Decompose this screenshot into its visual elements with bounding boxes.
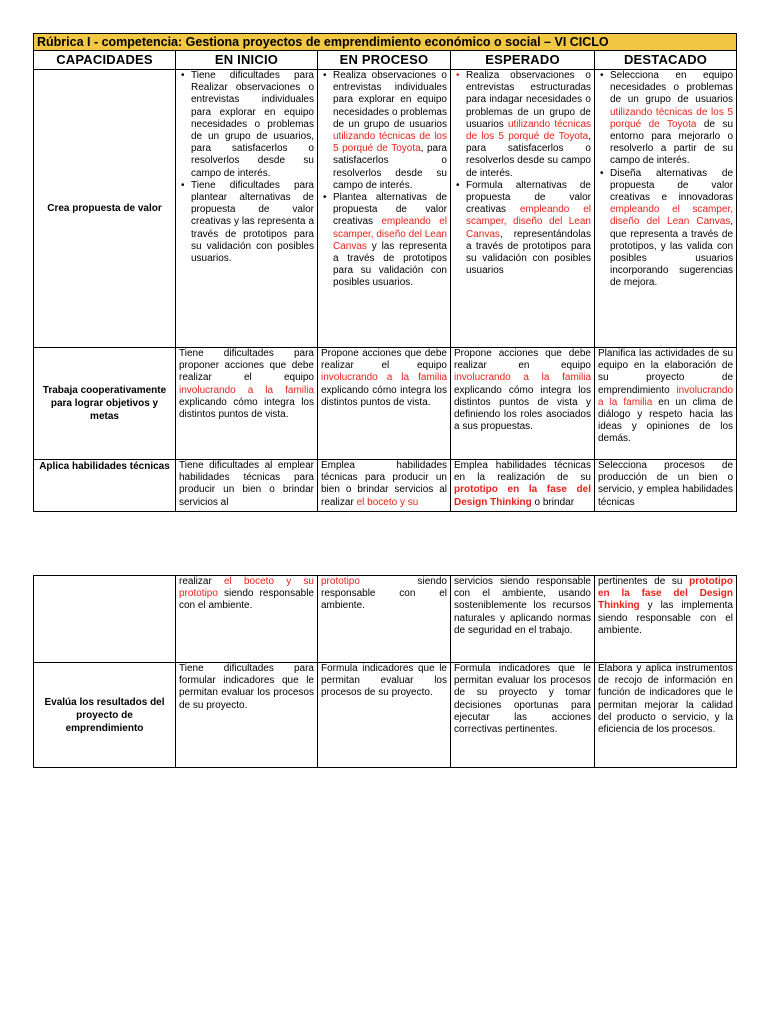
bullet-item: • Diseña alternativas de propuesta de valor creativas e innovadoras empleando el scamper, diseño del Lean Canvas, que representa a través de prototipos, y las valida con posibles usuarios incorporando sugerencias de mejora. <box>610 168 733 290</box>
cell-inicio: Tiene dificultades al emplear habilidades técnicas para producir un bien o brindar servicios al <box>176 460 318 512</box>
cell-esperado: Formula indicadores que le permitan evaluar los procesos de su proyecto y tomar decisiones oportunas para ejecutar las acciones correctivas pertinentes. <box>451 663 595 768</box>
cell-proceso: prototipo siendo responsable con el ambiente. <box>318 576 451 663</box>
capacidad-label: Aplica habilidades técnicas <box>34 460 176 512</box>
cell-proceso: Propone acciones que debe realizar el equipo involucrando a la familia explicando cómo integra los distintos puntos de vista. <box>318 348 451 460</box>
row-aplica-habilidades <box>34 460 737 512</box>
header-en-inicio: EN INICIO <box>176 51 318 70</box>
capacidad-label: Trabaja cooperativamente para lograr objetivos y metas <box>34 348 176 460</box>
cell-proceso <box>318 70 451 348</box>
rubric-table-continued <box>33 575 737 768</box>
cell-destacado: Selecciona procesos de producción de un bien o servicio, y emplea habilidades técnicas <box>595 460 737 512</box>
capacidad-label: Crea propuesta de valor <box>34 70 176 348</box>
cell-esperado: Emplea habilidades técnicas en la realización de su prototipo en la fase del Design Thinking o brindar <box>451 460 595 512</box>
header-capacidades: CAPACIDADES <box>34 51 176 70</box>
rubric-title: Rúbrica I - competencia: Gestiona proyectos de emprendimiento económico o social – VI CICLO <box>34 34 737 51</box>
bullet-item: • Tiene dificultades para plantear alternativas de propuesta de valor creativas y las representa a través de prototipos para su validación con posibles usuarios. <box>191 180 314 265</box>
cell-inicio <box>176 70 318 348</box>
cell-esperado: servicios siendo responsable con el ambiente, usando sosteniblemente los recursos naturales y aplicando normas de seguridad en el trabajo. <box>451 576 595 663</box>
cell-destacado: pertinentes de su prototipo en la fase del Design Thinking y las implementa siendo responsable con el ambiente. <box>595 576 737 663</box>
cell-destacado: Planifica las actividades de su equipo en la elaboración de su proyecto de emprendimiento involucrando a la familia en un clima de diálogo y respeto hacia las ideas y opiniones de los demás. <box>595 348 737 460</box>
cell-inicio: Tiene dificultades para proponer acciones que debe realizar el equipo involucrando a la familia explicando cómo integra los distintos puntos de vista. <box>176 348 318 460</box>
row-evalua-resultados <box>34 663 737 768</box>
rubric-table-top <box>33 33 737 512</box>
bullet-item: • Selecciona en equipo necesidades o problemas de un grupo de usuarios utilizando técnicas de los 5 porqué de Toyota de su entorno para mejorarlo o resolverlo a partir de su campo de interés. <box>610 70 733 168</box>
cell-proceso: Formula indicadores que le permitan evaluar los procesos de su proyecto. <box>318 663 451 768</box>
cell-inicio: realizar el boceto y su prototipo siendo responsable con el ambiente. <box>176 576 318 663</box>
header-en-proceso: EN PROCESO <box>318 51 451 70</box>
cell-inicio: Tiene dificultades para formular indicadores que le permitan evaluar los procesos de su proyecto. <box>176 663 318 768</box>
bullet-item: • Formula alternativas de propuesta de valor creativas empleando el scamper, diseño del Lean Canvas, representándolas a través de prototipos para su validación con posibles usuarios <box>466 180 591 278</box>
header-destacado: DESTACADO <box>595 51 737 70</box>
row-crea-propuesta <box>34 70 737 348</box>
cell-proceso: Emplea habilidades técnicas para producir un bien o brindar servicios al realizar el boceto y su <box>318 460 451 512</box>
bullet-item: • Tiene dificultades para Realizar observaciones o entrevistas individuales para explorar en equipo necesidades o problemas de un grupo de usuarios, para satisfacerlos o resolverlos desde su campo de interés. <box>191 70 314 180</box>
header-esperado: ESPERADO <box>451 51 595 70</box>
cell-esperado: Propone acciones que debe realizar en equipo involucrando a la familia explicando cómo integra los distintos puntos de vista y definiendo los roles asociados a sus propuestas. <box>451 348 595 460</box>
row-aplica-habilidades-cont <box>34 576 737 663</box>
cell-destacado: Elabora y aplica instrumentos de recojo de información en función de indicadores que le permitan mejorar la calidad del producto o servicio, y la eficiencia de los procesos. <box>595 663 737 768</box>
bullet-item: • Plantea alternativas de propuesta de valor creativas empleando el scamper, diseño del Lean Canvas y las representa a través de prototipos para su validación con posibles usuarios. <box>333 192 447 290</box>
bullet-item: • Realiza observaciones o entrevistas estructuradas para indagar necesidades o problemas de un grupo de usuarios utilizando técnicas de los 5 porqué de Toyota, para satisfacerlos o resolverlos desde su campo de interés. <box>466 70 591 180</box>
capacidad-empty <box>34 576 176 663</box>
bullet-item: • Realiza observaciones o entrevistas individuales para explorar en equipo necesidades o problemas de un grupo de usuarios utilizando técnicas de los 5 porqué de Toyota, para satisfacerlos o resolverlos desde su campo de interés. <box>333 70 447 192</box>
cell-esperado <box>451 70 595 348</box>
cell-destacado <box>595 70 737 348</box>
row-trabaja-cooperativamente <box>34 348 737 460</box>
capacidad-label: Evalúa los resultados del proyecto de emprendimiento <box>34 663 176 768</box>
